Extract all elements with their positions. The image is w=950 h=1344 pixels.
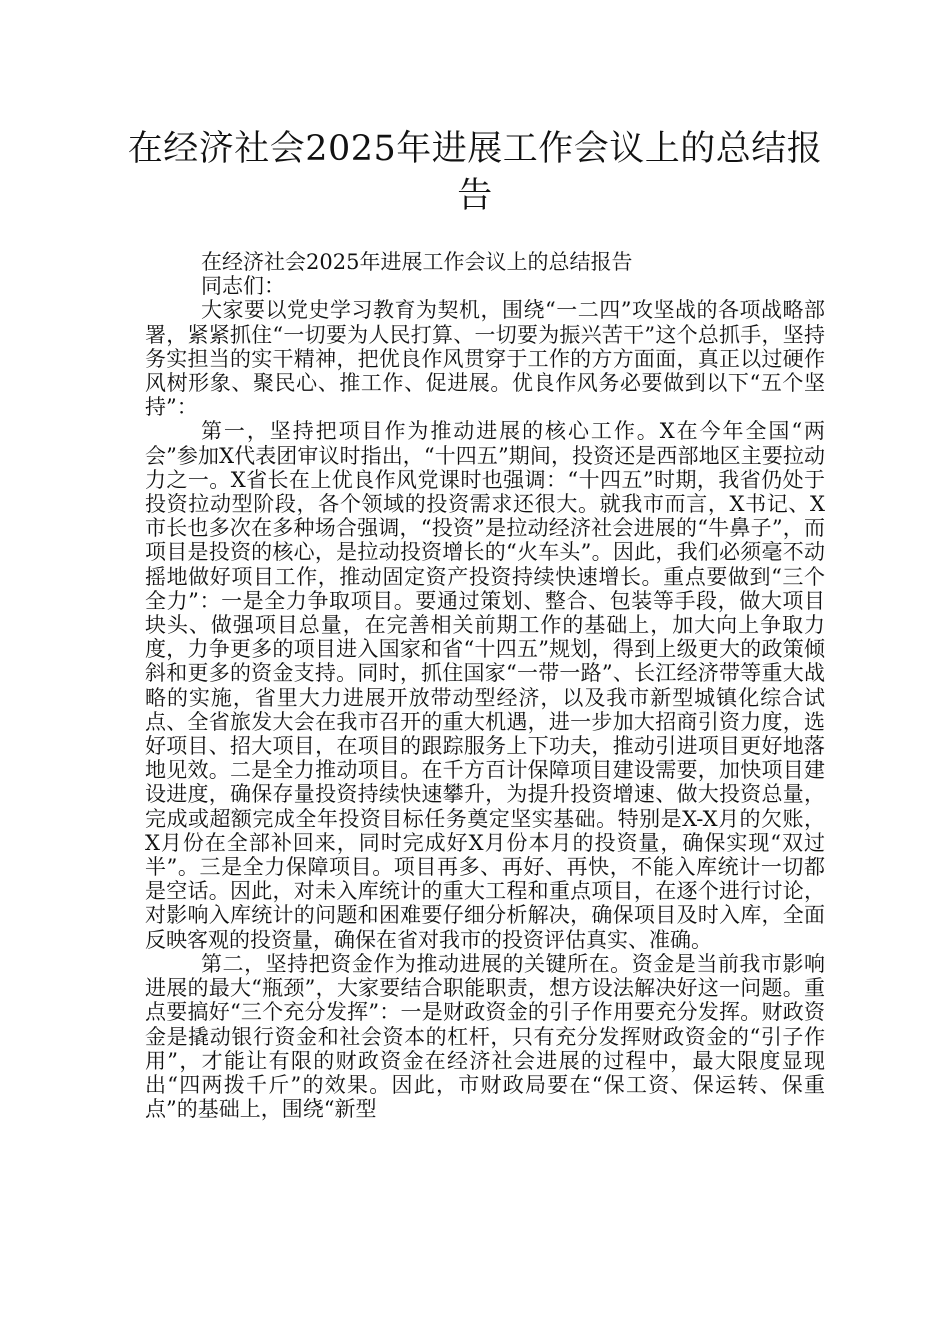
paragraph-intro: 大家要以党史学习教育为契机，围绕“一二四”攻坚战的各项战略部署，紧紧抓住“一切要为人民打算、一切要为振兴苦干”这个总抓手，坚持务实担当的实干精神，把优良作风贯穿于工作的方方面面，真正以过硬作风树形象、聚民心、推工作、促进展。优良作风务必要做到以下“五个坚持”： [145, 298, 825, 420]
document-body [145, 250, 825, 1121]
document-title: 在经济社会2025年进展工作会议上的总结报告 [127, 129, 823, 216]
paragraph-first-point: 第一，坚持把项目作为推动进展的核心工作。X在今年全国“两会”参加X代表团审议时指出，“十四五”期间，投资还是西部地区主要拉动力之一。X省长在上优良作风党课时也强调：“十四五”时期，我省仍处于投资拉动型阶段，各个领域的投资需求还很大。就我市而言，X书记、X市长也多次在多种场合强调，“投资”是拉动经济社会进展的“牛鼻子”，而项目是投资的核心，是拉动投资增长的“火车头”。因此，我们必须毫不动摇地做好项目工作，推动固定资产投资持续快速增长。重点要做到“三个全力”：一是全力争取项目。要通过策划、整合、包装等手段，做大项目块头、做强项目总量，在完善相关前期工作的基础上，加大向上争取力度，力争更多的项目进入国家和省“十四五”规划，得到上级更大的政策倾斜和更多的资金支持。同时，抓住国家“一带一路”、长江经济带等重大战略的实施，省里大力进展开放带动型经济，以及我市新型城镇化综合试点、全省旅发大会在我市召开的重大机遇，进一步加大招商引资力度，选好项目、招大项目，在项目的跟踪服务上下功夫，推动引进项目更好地落地见效。二是全力推动项目。在千方百计保障项目建设需要，加快项目建设进度，确保存量投资持续快速攀升，为提升投资增速、做大投资总量，完成或超额完成全年投资目标任务奠定坚实基础。特别是X-X月的欠账，X月份在全部补回来，同时完成好X月份本月的投资量，确保实现“双过半”。三是全力保障项目。项目再多、再好、再快，不能入库统计一切都是空话。因此，对未入库统计的重大工程和重点项目，在逐个进行讨论，对影响入库统计的问题和困难要仔细分析解决，确保项目及时入库，全面反映客观的投资量，确保在省对我市的投资评估真实、准确。 [145, 419, 825, 952]
subtitle-line: 在经济社会2025年进展工作会议上的总结报告 [201, 250, 633, 274]
paragraph-second-point: 第二，坚持把资金作为推动进展的关键所在。资金是当前我市影响进展的最大“瓶颈”，大家要结合职能职责，想方设法解决好这一问题。重点要搞好“三个充分发挥”：一是财政资金的引子作用要充分发挥。财政资金是撬动银行资金和社会资本的杠杆，只有充分发挥财政资金的“引子作用”，才能让有限的财政资金在经济社会进展的过程中，最大限度显现出“四两拨千斤”的效果。因此，市财政局要在“保工资、保运转、保重点”的基础上，围绕“新型 [145, 951, 825, 1122]
salutation: 同志们： [201, 274, 285, 299]
